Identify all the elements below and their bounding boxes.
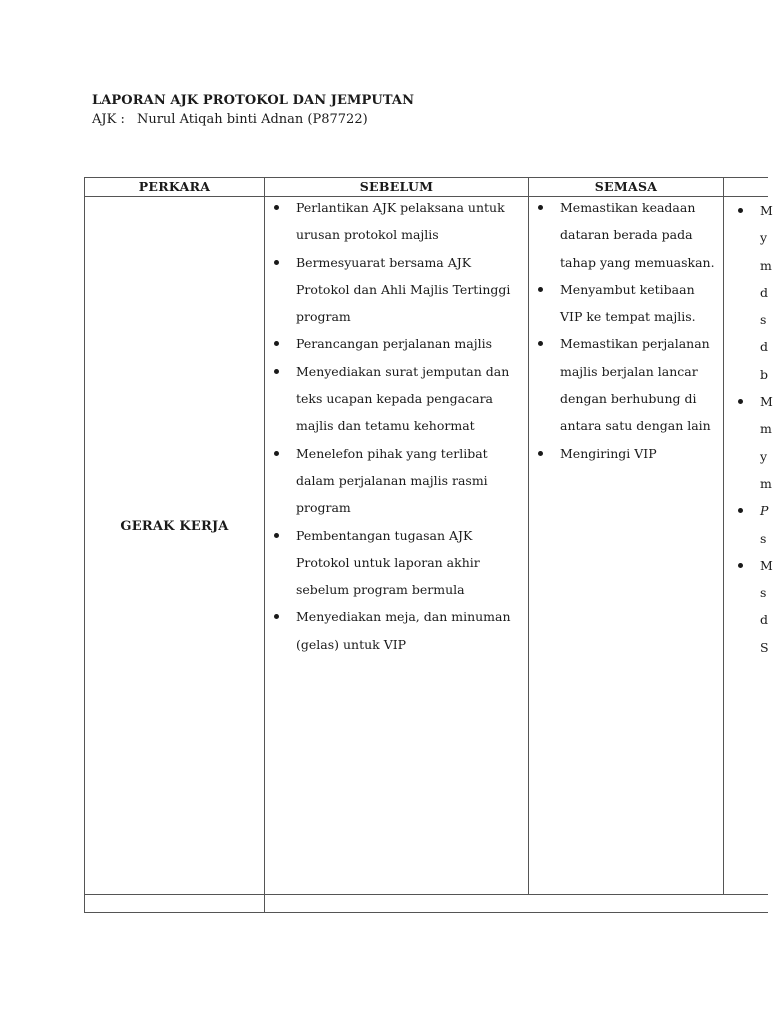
table-col-divider-1: [264, 177, 265, 913]
list-item: Mengiringi VIP: [532, 440, 720, 467]
table-border-left: [84, 177, 85, 913]
sebelum-list: [268, 194, 524, 658]
semasa-list: [532, 194, 720, 467]
table-row-divider: [84, 894, 768, 895]
selepas-line: y: [760, 230, 768, 246]
table-border-bottom: [84, 912, 768, 913]
list-item: Perancangan perjalanan majlis: [268, 330, 524, 357]
list-item: Menyambut ketibaan VIP ke tempat majlis.: [532, 276, 720, 331]
list-item: Menelefon pihak yang terlibat dalam perjalanan majlis rasmi program: [268, 440, 524, 522]
selepas-line: M: [730, 388, 768, 415]
selepas-line: d: [760, 284, 769, 300]
list-item: Memastikan perjalanan majlis berjalan lancar dengan berhubung di antara satu dengan lain: [532, 330, 720, 439]
col-header-perkara: PERKARA: [138, 179, 211, 194]
selepas-line: s: [760, 585, 767, 601]
ajk-name: Nurul Atiqah binti Adnan (P87722): [136, 112, 368, 127]
selepas-line: b: [760, 366, 769, 382]
selepas-line: s: [760, 312, 767, 328]
table-col-divider-3: [723, 177, 724, 895]
ajk-line: [92, 112, 368, 127]
ajk-label: AJK :: [92, 112, 125, 127]
selepas-line: s: [760, 530, 767, 546]
selepas-line: P: [730, 497, 768, 524]
table-border-top: [84, 177, 768, 178]
selepas-line: m: [760, 257, 772, 273]
selepas-line: m: [760, 421, 772, 437]
table-col-divider-2: [528, 177, 529, 895]
list-item: Perlantikan AJK pelaksana untuk urusan protokol majlis: [268, 194, 524, 249]
selepas-column-cut: [730, 197, 773, 661]
selepas-line: d: [760, 612, 769, 628]
list-item: Pembentangan tugasan AJK Protokol untuk laporan akhir sebelum program bermula: [268, 522, 524, 604]
selepas-line: S: [760, 639, 769, 655]
list-item: Menyediakan meja, dan minuman (gelas) untuk VIP: [268, 603, 524, 658]
col-header-semasa: SEMASA: [594, 179, 658, 194]
list-item: Menyediakan surat jemputan dan teks ucapan kepada pengacara majlis dan tetamu kehormat: [268, 358, 524, 440]
selepas-line: m: [760, 475, 772, 491]
selepas-line: M: [730, 197, 768, 224]
list-item: Memastikan keadaan dataran berada pada tahap yang memuaskan.: [532, 194, 720, 276]
report-title: LAPORAN AJK PROTOKOL DAN JEMPUTAN: [92, 93, 415, 108]
selepas-line: y: [760, 448, 768, 464]
selepas-line: M: [730, 552, 768, 579]
selepas-line: d: [760, 339, 769, 355]
row-label-gerak-kerja: GERAK KERJA: [120, 519, 229, 534]
col-header-sebelum: SEBELUM: [359, 179, 434, 194]
list-item: Bermesyuarat bersama AJK Protokol dan Ahli Majlis Tertinggi program: [268, 249, 524, 331]
